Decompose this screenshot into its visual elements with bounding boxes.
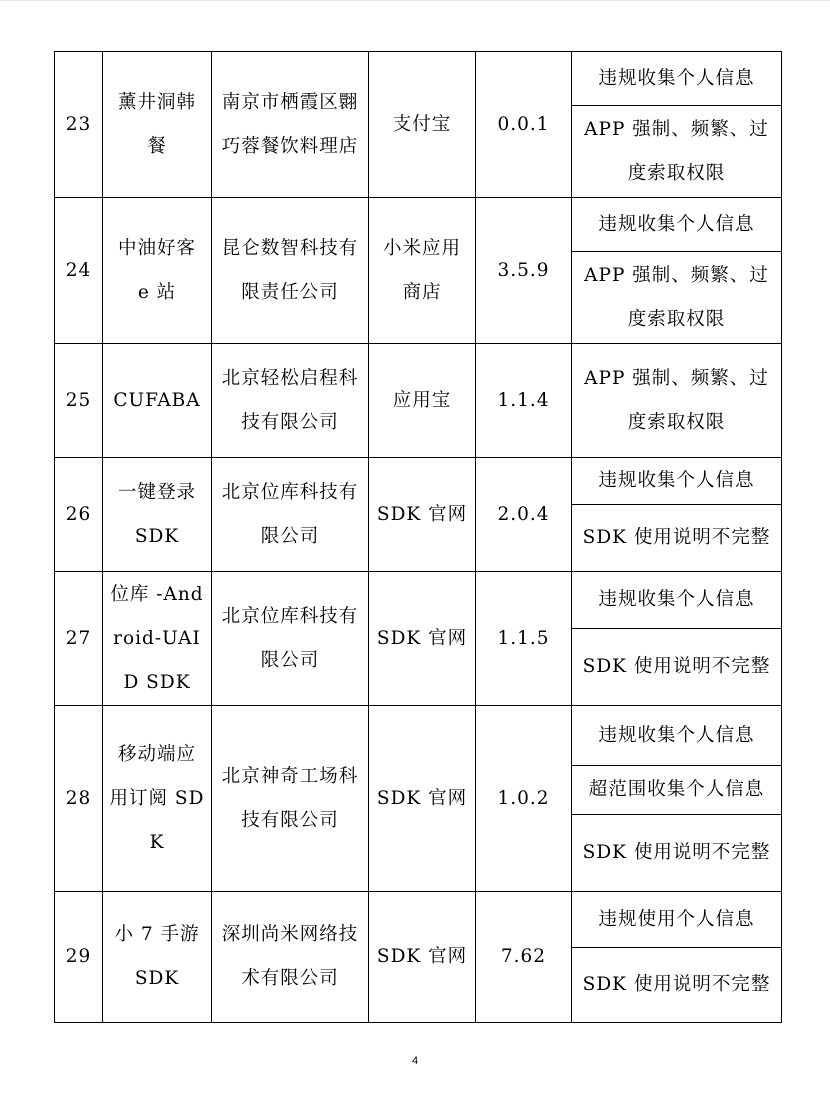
app-name-cell: 小 7 手游 SDK bbox=[103, 892, 212, 1023]
issue-cell: SDK 使用说明不完整 bbox=[572, 505, 782, 572]
issue-cell: APP 强制、频繁、过度索取权限 bbox=[572, 344, 782, 458]
page-number: 4 bbox=[411, 1055, 419, 1067]
top-divider bbox=[0, 0, 830, 1]
issue-cell: APP 强制、频繁、过度索取权限 bbox=[572, 252, 782, 344]
version-cell: 1.1.5 bbox=[476, 572, 572, 706]
table-row bbox=[55, 572, 782, 629]
version-cell: 2.0.4 bbox=[476, 458, 572, 572]
table-row bbox=[55, 706, 782, 766]
table-row bbox=[55, 52, 782, 106]
app-name-cell: 移动端应用订阅 SDK bbox=[103, 706, 212, 892]
issue-cell: 违规收集个人信息 bbox=[572, 198, 782, 252]
app-name-cell: 中油好客 e 站 bbox=[103, 198, 212, 344]
version-cell: 3.5.9 bbox=[476, 198, 572, 344]
version-cell: 1.1.4 bbox=[476, 344, 572, 458]
table-body bbox=[55, 52, 782, 1023]
app-name-cell: CUFABA bbox=[103, 344, 212, 458]
app-store-cell: SDK 官网 bbox=[369, 572, 476, 706]
row-number-cell: 25 bbox=[55, 344, 103, 458]
version-cell: 7.62 bbox=[476, 892, 572, 1023]
issue-cell: SDK 使用说明不完整 bbox=[572, 815, 782, 892]
issue-cell: 违规使用个人信息 bbox=[572, 892, 782, 948]
app-store-cell: SDK 官网 bbox=[369, 458, 476, 572]
app-store-cell: 应用宝 bbox=[369, 344, 476, 458]
app-name-cell: 一键登录 SDK bbox=[103, 458, 212, 572]
table-row bbox=[55, 344, 782, 458]
row-number-cell: 29 bbox=[55, 892, 103, 1023]
version-cell: 1.0.2 bbox=[476, 706, 572, 892]
app-name-cell: 薰井洞韩餐 bbox=[103, 52, 212, 198]
row-number-cell: 24 bbox=[55, 198, 103, 344]
issue-cell: SDK 使用说明不完整 bbox=[572, 629, 782, 706]
app-store-cell: SDK 官网 bbox=[369, 706, 476, 892]
issue-cell: 违规收集个人信息 bbox=[572, 52, 782, 106]
company-name-cell: 北京神奇工场科技有限公司 bbox=[212, 706, 369, 892]
row-number-cell: 28 bbox=[55, 706, 103, 892]
app-store-cell: SDK 官网 bbox=[369, 892, 476, 1023]
issue-cell: SDK 使用说明不完整 bbox=[572, 948, 782, 1023]
row-number-cell: 26 bbox=[55, 458, 103, 572]
app-store-cell: 支付宝 bbox=[369, 52, 476, 198]
issue-cell: 违规收集个人信息 bbox=[572, 458, 782, 505]
version-cell: 0.0.1 bbox=[476, 52, 572, 198]
table-row bbox=[55, 892, 782, 948]
issue-cell: APP 强制、频繁、过度索取权限 bbox=[572, 106, 782, 198]
company-name-cell: 昆仑数智科技有限责任公司 bbox=[212, 198, 369, 344]
app-name-cell: 位库 -Android-UAID SDK bbox=[103, 572, 212, 706]
issue-cell: 违规收集个人信息 bbox=[572, 572, 782, 629]
company-name-cell: 北京轻松启程科技有限公司 bbox=[212, 344, 369, 458]
row-number-cell: 23 bbox=[55, 52, 103, 198]
app-store-cell: 小米应用商店 bbox=[369, 198, 476, 344]
table-row bbox=[55, 198, 782, 252]
company-name-cell: 南京市栖霞区翾巧蓉餐饮料理店 bbox=[212, 52, 369, 198]
company-name-cell: 北京位库科技有限公司 bbox=[212, 572, 369, 706]
table-row bbox=[55, 458, 782, 505]
issue-cell: 违规收集个人信息 bbox=[572, 706, 782, 766]
app-violation-table bbox=[54, 51, 782, 1023]
row-number-cell: 27 bbox=[55, 572, 103, 706]
issue-cell: 超范围收集个人信息 bbox=[572, 766, 782, 815]
company-name-cell: 深圳尚米网络技术有限公司 bbox=[212, 892, 369, 1023]
company-name-cell: 北京位库科技有限公司 bbox=[212, 458, 369, 572]
